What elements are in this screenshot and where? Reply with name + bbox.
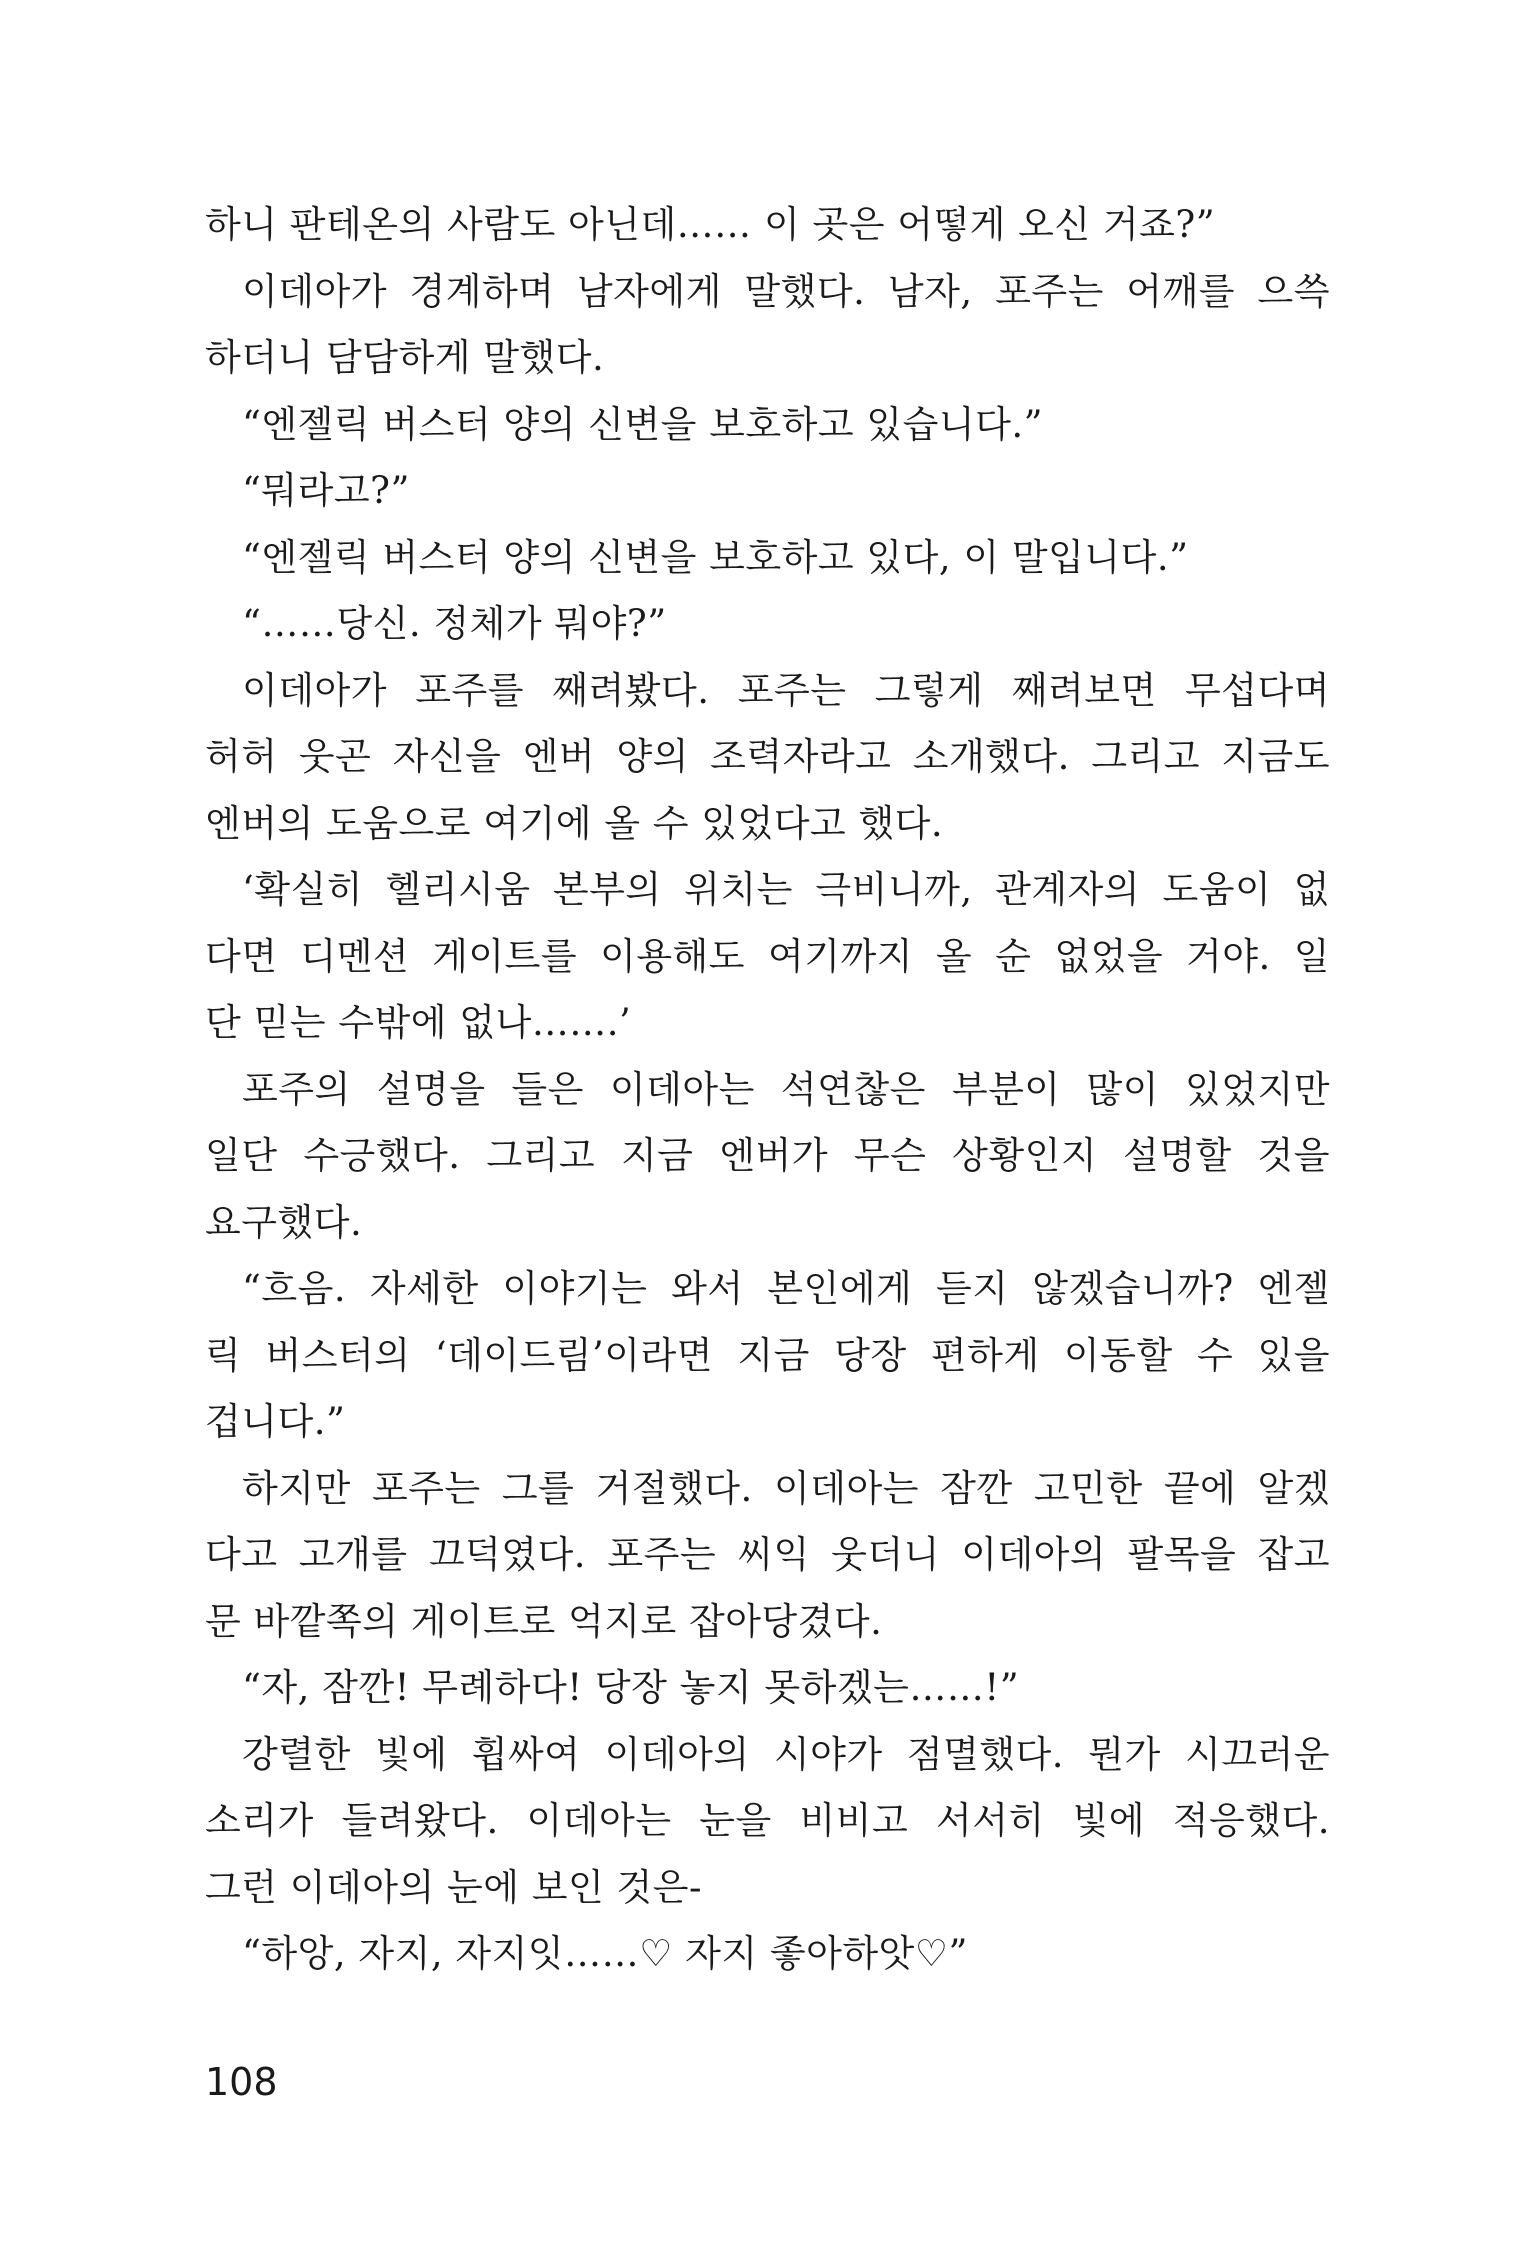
text-line: 강렬한 빛에 휩싸여 이데아의 시야가 점멸했다. 뭔가 시끄러운 bbox=[242, 1732, 1330, 1776]
text-line: 문 바깥쪽의 게이트로 억지로 잡아당겼다. bbox=[205, 1599, 883, 1643]
text-line: “하앙, 자지, 자지잇……♡ 자지 좋아하앗♡” bbox=[242, 1932, 968, 1975]
text-line: 허허 웃곤 자신을 엔버 양의 조력자라고 소개했다. 그리고 지금도 bbox=[205, 735, 1330, 778]
text-line: 포주의 설명을 들은 이데아는 석연찮은 부분이 많이 있었지만 bbox=[242, 1067, 1330, 1111]
text-line: 이데아가 경계하며 남자에게 말했다. 남자, 포주는 어깨를 으쓱 bbox=[242, 269, 1330, 313]
text-line: 다고 고개를 끄덕였다. 포주는 씨익 웃더니 이데아의 팔목을 잡고 bbox=[205, 1533, 1330, 1576]
text-line: “엔젤릭 버스터 양의 신변을 보호하고 있습니다.” bbox=[242, 402, 1043, 446]
text-line: 하지만 포주는 그를 거절했다. 이데아는 잠깐 고민한 끝에 알겠 bbox=[242, 1466, 1330, 1510]
text-line: 그런 이데아의 눈에 보인 것은- bbox=[205, 1865, 702, 1909]
text-line: “뭐라고?” bbox=[242, 469, 410, 512]
text-line: “흐음. 자세한 이야기는 와서 본인에게 듣지 않겠습니까? 엔젤 bbox=[242, 1267, 1330, 1310]
text-line: 일단 수긍했다. 그리고 지금 엔버가 무슨 상황인지 설명할 것을 bbox=[205, 1134, 1330, 1177]
text-line: 요구했다. bbox=[205, 1200, 363, 1244]
text-line: 겁니다.” bbox=[205, 1400, 346, 1443]
text-line: “엔젤릭 버스터 양의 신변을 보호하고 있다, 이 말입니다.” bbox=[242, 535, 1189, 579]
text-line: 릭 버스터의 ‘데이드림’이라면 지금 당장 편하게 이동할 수 있을 bbox=[205, 1333, 1330, 1377]
text-line: 다면 디멘션 게이트를 이용해도 여기까지 올 순 없었을 거야. 일 bbox=[205, 934, 1330, 978]
text-line: 엔버의 도움으로 여기에 올 수 있었다고 했다. bbox=[205, 801, 944, 845]
text-line: 소리가 들려왔다. 이데아는 눈을 비비고 서서히 빛에 적응했다. bbox=[205, 1799, 1330, 1842]
text-line: “……당신. 정체가 뭐야?” bbox=[242, 602, 667, 645]
text-line: 이데아가 포주를 째려봤다. 포주는 그렇게 째려보면 무섭다며 bbox=[242, 668, 1330, 712]
text-line: ‘확실히 헬리시움 본부의 위치는 극비니까, 관계자의 도움이 없 bbox=[242, 868, 1330, 911]
text-line: 단 믿는 수밖에 없나…….’ bbox=[205, 1001, 632, 1044]
page-number: 108 bbox=[205, 2060, 278, 2104]
text-line: “자, 잠깐! 무례하다! 당장 놓지 못하겠는……!” bbox=[242, 1666, 1020, 1709]
text-line: 하더니 담담하게 말했다. bbox=[205, 336, 605, 379]
body-text bbox=[205, 192, 1330, 1988]
text-line: 하니 판테온의 사람도 아닌데…… 이 곳은 어떻게 오신 거죠?” bbox=[205, 203, 1216, 246]
